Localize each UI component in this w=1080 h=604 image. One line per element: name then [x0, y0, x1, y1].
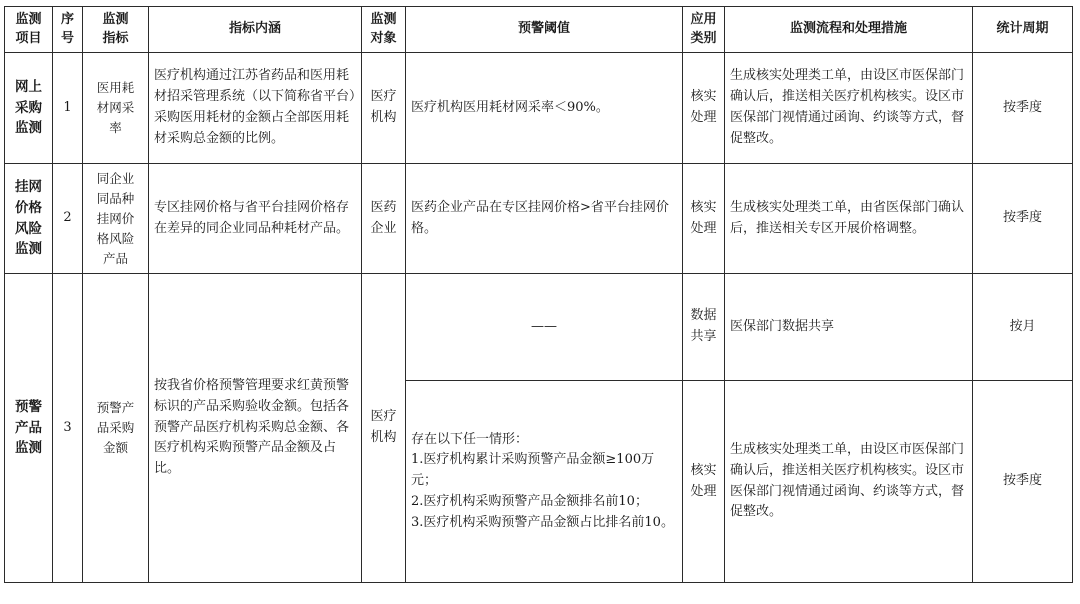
cell-period: 按月: [973, 274, 1073, 381]
cell-meaning: 医疗机构通过江苏省药品和医用耗材招采管理系统（以下简称省平台）采购医用耗材的金额占全部医用耗材采购总金额的比例。: [149, 53, 362, 164]
cell-period: 按季度: [973, 53, 1073, 164]
cell-threshold-dash: ——: [406, 274, 683, 381]
cell-seq: 3: [53, 274, 83, 583]
header-seq: 序 号: [53, 7, 83, 53]
cell-indicator: 同企业 同品种 挂网价 格风险 产品: [83, 164, 149, 274]
header-row: [5, 7, 1073, 53]
cell-object: 医药 企业: [362, 164, 406, 274]
cell-object: 医疗 机构: [362, 274, 406, 583]
cell-project: 预警 产品 监测: [5, 274, 53, 583]
cell-process: 生成核实处理类工单，由设区市医保部门确认后，推送相关医疗机构核实。设区市医保部门视情通过函询、约谈等方式，督促整改。: [725, 53, 973, 164]
cell-seq: 2: [53, 164, 83, 274]
header-threshold: 预警阈值: [406, 7, 683, 53]
header-meaning: 指标内涵: [149, 7, 362, 53]
header-process: 监测流程和处理措施: [725, 7, 973, 53]
header-period: 统计周期: [973, 7, 1073, 53]
cell-apply-type: 核实 处理: [683, 381, 725, 583]
cell-process: 生成核实处理类工单，由设区市医保部门确认后，推送相关医疗机构核实。设区市医保部门视情通过函询、约谈等方式，督促整改。: [725, 381, 973, 583]
cell-process: 生成核实处理类工单，由省医保部门确认后，推送相关专区开展价格调整。: [725, 164, 973, 274]
table-row: [5, 274, 1073, 381]
cell-indicator: 医用耗 材网采 率: [83, 53, 149, 164]
cell-threshold: 医药企业产品在专区挂网价格>省平台挂网价格。: [406, 164, 683, 274]
header-apply-type: 应用 类别: [683, 7, 725, 53]
table-row: [5, 164, 1073, 274]
cell-meaning: 按我省价格预警管理要求红黄预警标识的产品采购验收金额。包括各预警产品医疗机构采购总金额、各医疗机构采购预警产品金额及占比。: [149, 274, 362, 583]
cell-object: 医疗 机构: [362, 53, 406, 164]
cell-period: 按季度: [973, 164, 1073, 274]
cell-meaning: 专区挂网价格与省平台挂网价格存在差异的同企业同品种耗材产品。: [149, 164, 362, 274]
header-object: 监测 对象: [362, 7, 406, 53]
cell-seq: 1: [53, 53, 83, 164]
cell-threshold: 医疗机构医用耗材网采率＜90%。: [406, 53, 683, 164]
cell-project: 网上 采购 监测: [5, 53, 53, 164]
cell-apply-type: 核实 处理: [683, 53, 725, 164]
cell-threshold: 存在以下任一情形： 1.医疗机构累计采购预警产品金额≥100万元； 2.医疗机构采购预警产品金额排名前10； 3.医疗机构采购预警产品金额占比排名前10。: [406, 381, 683, 583]
cell-apply-type: 核实 处理: [683, 164, 725, 274]
cell-period: 按季度: [973, 381, 1073, 583]
header-indicator: 监测 指标: [83, 7, 149, 53]
cell-process: 医保部门数据共享: [725, 274, 973, 381]
header-project: 监测 项目: [5, 7, 53, 53]
cell-indicator: 预警产 品采购 金额: [83, 274, 149, 583]
cell-project: 挂网 价格 风险 监测: [5, 164, 53, 274]
table-row: [5, 53, 1073, 164]
cell-apply-type: 数据 共享: [683, 274, 725, 381]
document-page: [4, 6, 1073, 583]
monitoring-table: [4, 6, 1073, 583]
